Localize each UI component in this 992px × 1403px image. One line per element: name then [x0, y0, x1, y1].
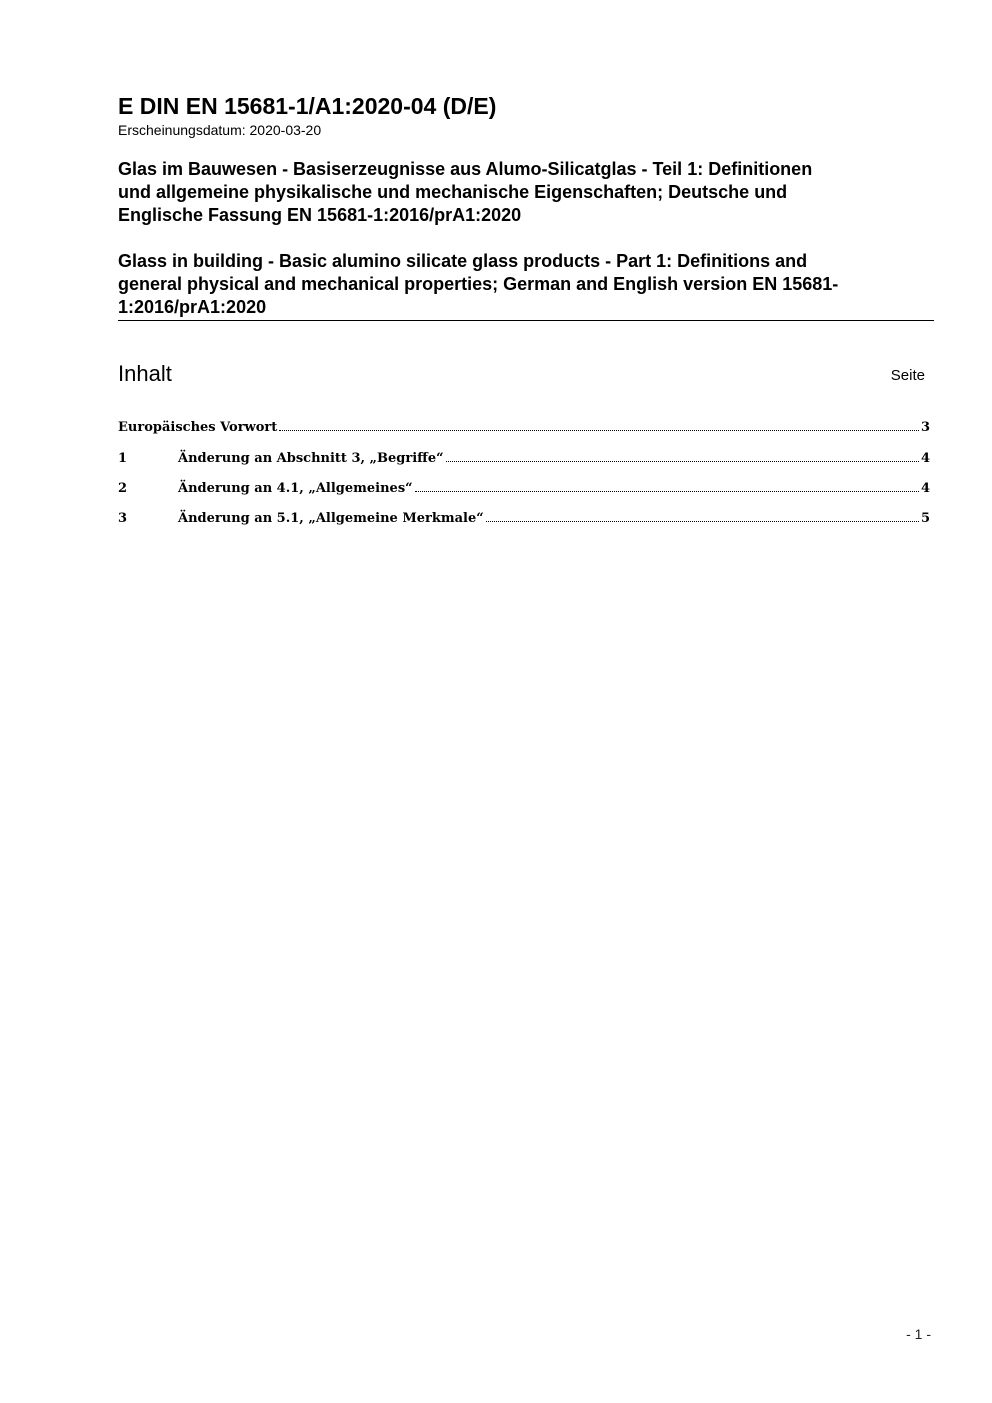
toc-entry-title: Änderung an 4.1, „Allgemeines“: [178, 481, 413, 496]
title-german: [118, 158, 934, 227]
toc-entry-page: 5: [920, 511, 930, 526]
toc-entry-title: Europäisches Vorwort: [118, 420, 278, 435]
title-german-line: und allgemeine physikalische und mechanische Eigenschaften; Deutsche und: [118, 182, 788, 202]
toc-entry-title: Änderung an 5.1, „Allgemeine Merkmale“: [178, 511, 484, 526]
title-english: [118, 250, 934, 319]
toc-entry-page: 4: [920, 481, 930, 496]
page-number: - 1 -: [906, 1326, 931, 1342]
toc-entry-2[interactable]: [118, 479, 930, 497]
title-english-line: 1:2016/prA1:2020: [118, 297, 267, 317]
toc-entry-page: 4: [920, 451, 930, 466]
title-german-line: Englische Fassung EN 15681-1:2016/prA1:2020: [118, 205, 522, 225]
title-divider: [118, 320, 934, 321]
title-german-line: Glas im Bauwesen - Basiserzeugnisse aus Alumo-Silicatglas - Teil 1: Definitionen: [118, 159, 813, 179]
toc-entry-number: 1: [118, 451, 128, 466]
title-english-line: general physical and mechanical properties; German and English version EN 15681-: [118, 274, 839, 294]
toc-entry-number: 2: [118, 481, 128, 496]
toc-dot-leader: [446, 449, 919, 462]
toc-entry-page: 3: [920, 420, 930, 435]
document-id: E DIN EN 15681-1/A1:2020-04 (D/E): [118, 93, 497, 119]
toc-entry-title: Änderung an Abschnitt 3, „Begriffe“: [178, 451, 444, 466]
title-english-line: Glass in building - Basic alumino silicate glass products - Part 1: Definitions and: [118, 251, 808, 271]
toc-entry-foreword[interactable]: [118, 418, 930, 436]
toc-entry-1[interactable]: [118, 449, 930, 467]
publication-date: Erscheinungsdatum: 2020-03-20: [118, 122, 322, 138]
toc-page-label: Seite: [890, 367, 925, 384]
toc-dot-leader: [486, 509, 919, 522]
toc-heading: Inhalt: [118, 361, 172, 386]
toc-entry-number: 3: [118, 511, 128, 526]
toc-entry-3[interactable]: [118, 509, 930, 527]
toc-dot-leader: [415, 479, 919, 492]
toc-dot-leader: [279, 418, 919, 431]
